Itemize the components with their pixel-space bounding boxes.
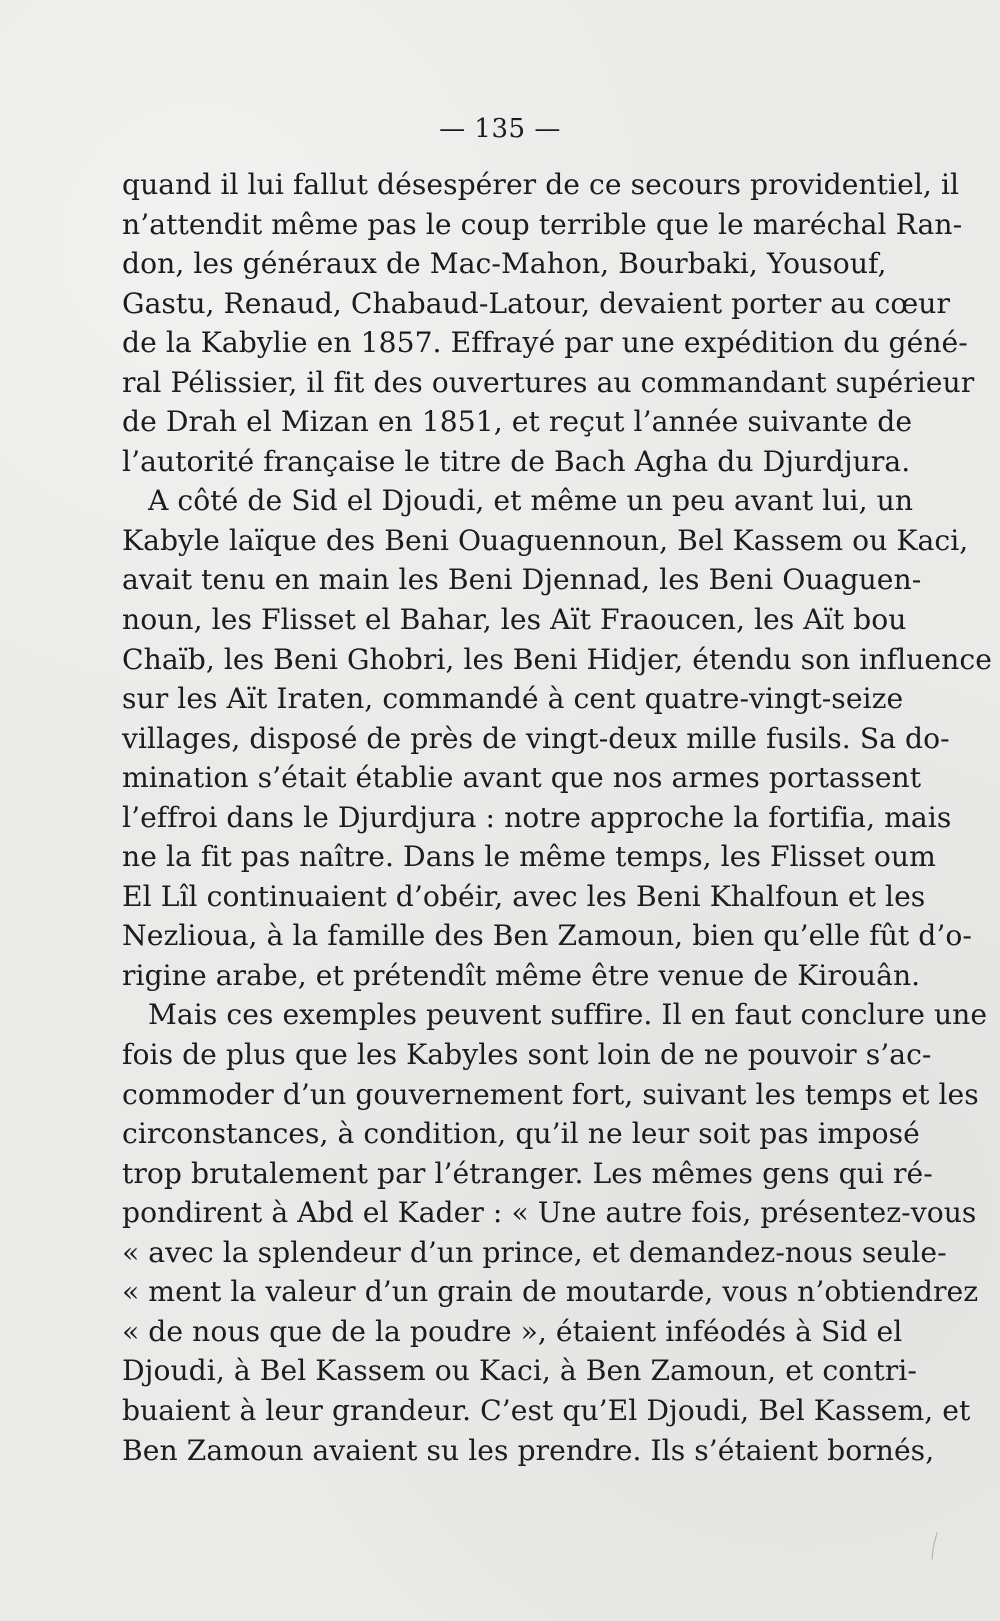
text-line: l’effroi dans le Djurdjura : notre approche la fortifia, mais (122, 800, 952, 834)
page-number: — 135 — (439, 114, 561, 144)
text-line: trop brutalement par l’étranger. Les mêmes gens qui ré- (122, 1156, 933, 1190)
text-line: sur les Aït Iraten, commandé à cent quatre-vingt-seize (122, 682, 904, 716)
text-line: fois de plus que les Kabyles sont loin de ne pouvoir s’ac- (122, 1038, 932, 1072)
text-line: mination s’était établie avant que nos armes portassent (122, 761, 922, 795)
paragraph-1 (122, 165, 975, 481)
pencil-mark-icon (930, 1532, 940, 1560)
text-line: l’autorité française le titre de Bach Agha du Djurdjura. (122, 444, 911, 478)
paragraph-3 (122, 995, 988, 1470)
text-line: « ment la valeur d’un grain de moutarde, vous n’obtiendrez (122, 1275, 979, 1309)
text-line: don, les généraux de Mac-Mahon, Bourbaki, Yousouf, (122, 247, 887, 281)
text-line: circonstances, à condition, qu’il ne leur soit pas imposé (122, 1117, 920, 1151)
text-line: A côté de Sid el Djoudi, et même un peu avant lui, un (148, 484, 914, 518)
text-line: Kabyle laïque des Beni Ouaguennoun, Bel Kassem ou Kaci, (122, 523, 969, 557)
text-line: Ben Zamoun avaient su les prendre. Ils s’étaient bornés, (122, 1433, 935, 1467)
text-line: villages, disposé de près de vingt-deux mille fusils. Sa do- (122, 721, 950, 755)
text-line: Mais ces exemples peuvent suffire. Il en faut conclure une (148, 998, 988, 1032)
text-line: rigine arabe, et prétendît même être venue de Kirouân. (122, 958, 921, 992)
text-line: commoder d’un gouvernement fort, suivant les temps et les (122, 1077, 979, 1111)
text-line: avait tenu en main les Beni Djennad, les Beni Ouaguen- (122, 563, 922, 597)
text-line: quand il lui fallut désespérer de ce secours providentiel, il (122, 168, 960, 201)
text-line: ral Pélissier, il fit des ouvertures au commandant supérieur (122, 365, 975, 399)
text-line: pondirent à Abd el Kader : « Une autre fois, présentez-vous (122, 1196, 977, 1230)
text-line: de Drah el Mizan en 1851, et reçut l’année suivante de (122, 405, 913, 439)
text-line: n’attendit même pas le coup terrible que le maréchal Ran- (122, 207, 963, 241)
text-line: « de nous que de la poudre », étaient inféodés à Sid el (122, 1314, 903, 1348)
text-line: de la Kabylie en 1857. Effrayé par une expédition du géné- (122, 326, 968, 360)
text-line: « avec la splendeur d’un prince, et demandez-nous seule- (122, 1235, 947, 1269)
body-text (122, 165, 992, 1470)
paragraph-2 (122, 481, 992, 995)
text-line: Nezlioua, à la famille des Ben Zamoun, bien qu’elle fût d’o- (122, 919, 972, 953)
text-line: ne la fit pas naître. Dans le même temps, les Flisset oum (122, 840, 936, 874)
text-line: noun, les Flisset el Bahar, les Aït Fraoucen, les Aït bou (122, 603, 907, 637)
text-line: buaient à leur grandeur. C’est qu’El Djoudi, Bel Kassem, et (122, 1393, 971, 1427)
text-line: Gastu, Renaud, Chabaud-Latour, devaient porter au cœur (122, 286, 950, 320)
text-line: Chaïb, les Beni Ghobri, les Beni Hidjer, étendu son influence (122, 642, 992, 676)
text-line: El Lîl continuaient d’obéir, avec les Beni Khalfoun et les (122, 879, 926, 913)
text-line: Djoudi, à Bel Kassem ou Kaci, à Ben Zamoun, et contri- (122, 1354, 917, 1388)
